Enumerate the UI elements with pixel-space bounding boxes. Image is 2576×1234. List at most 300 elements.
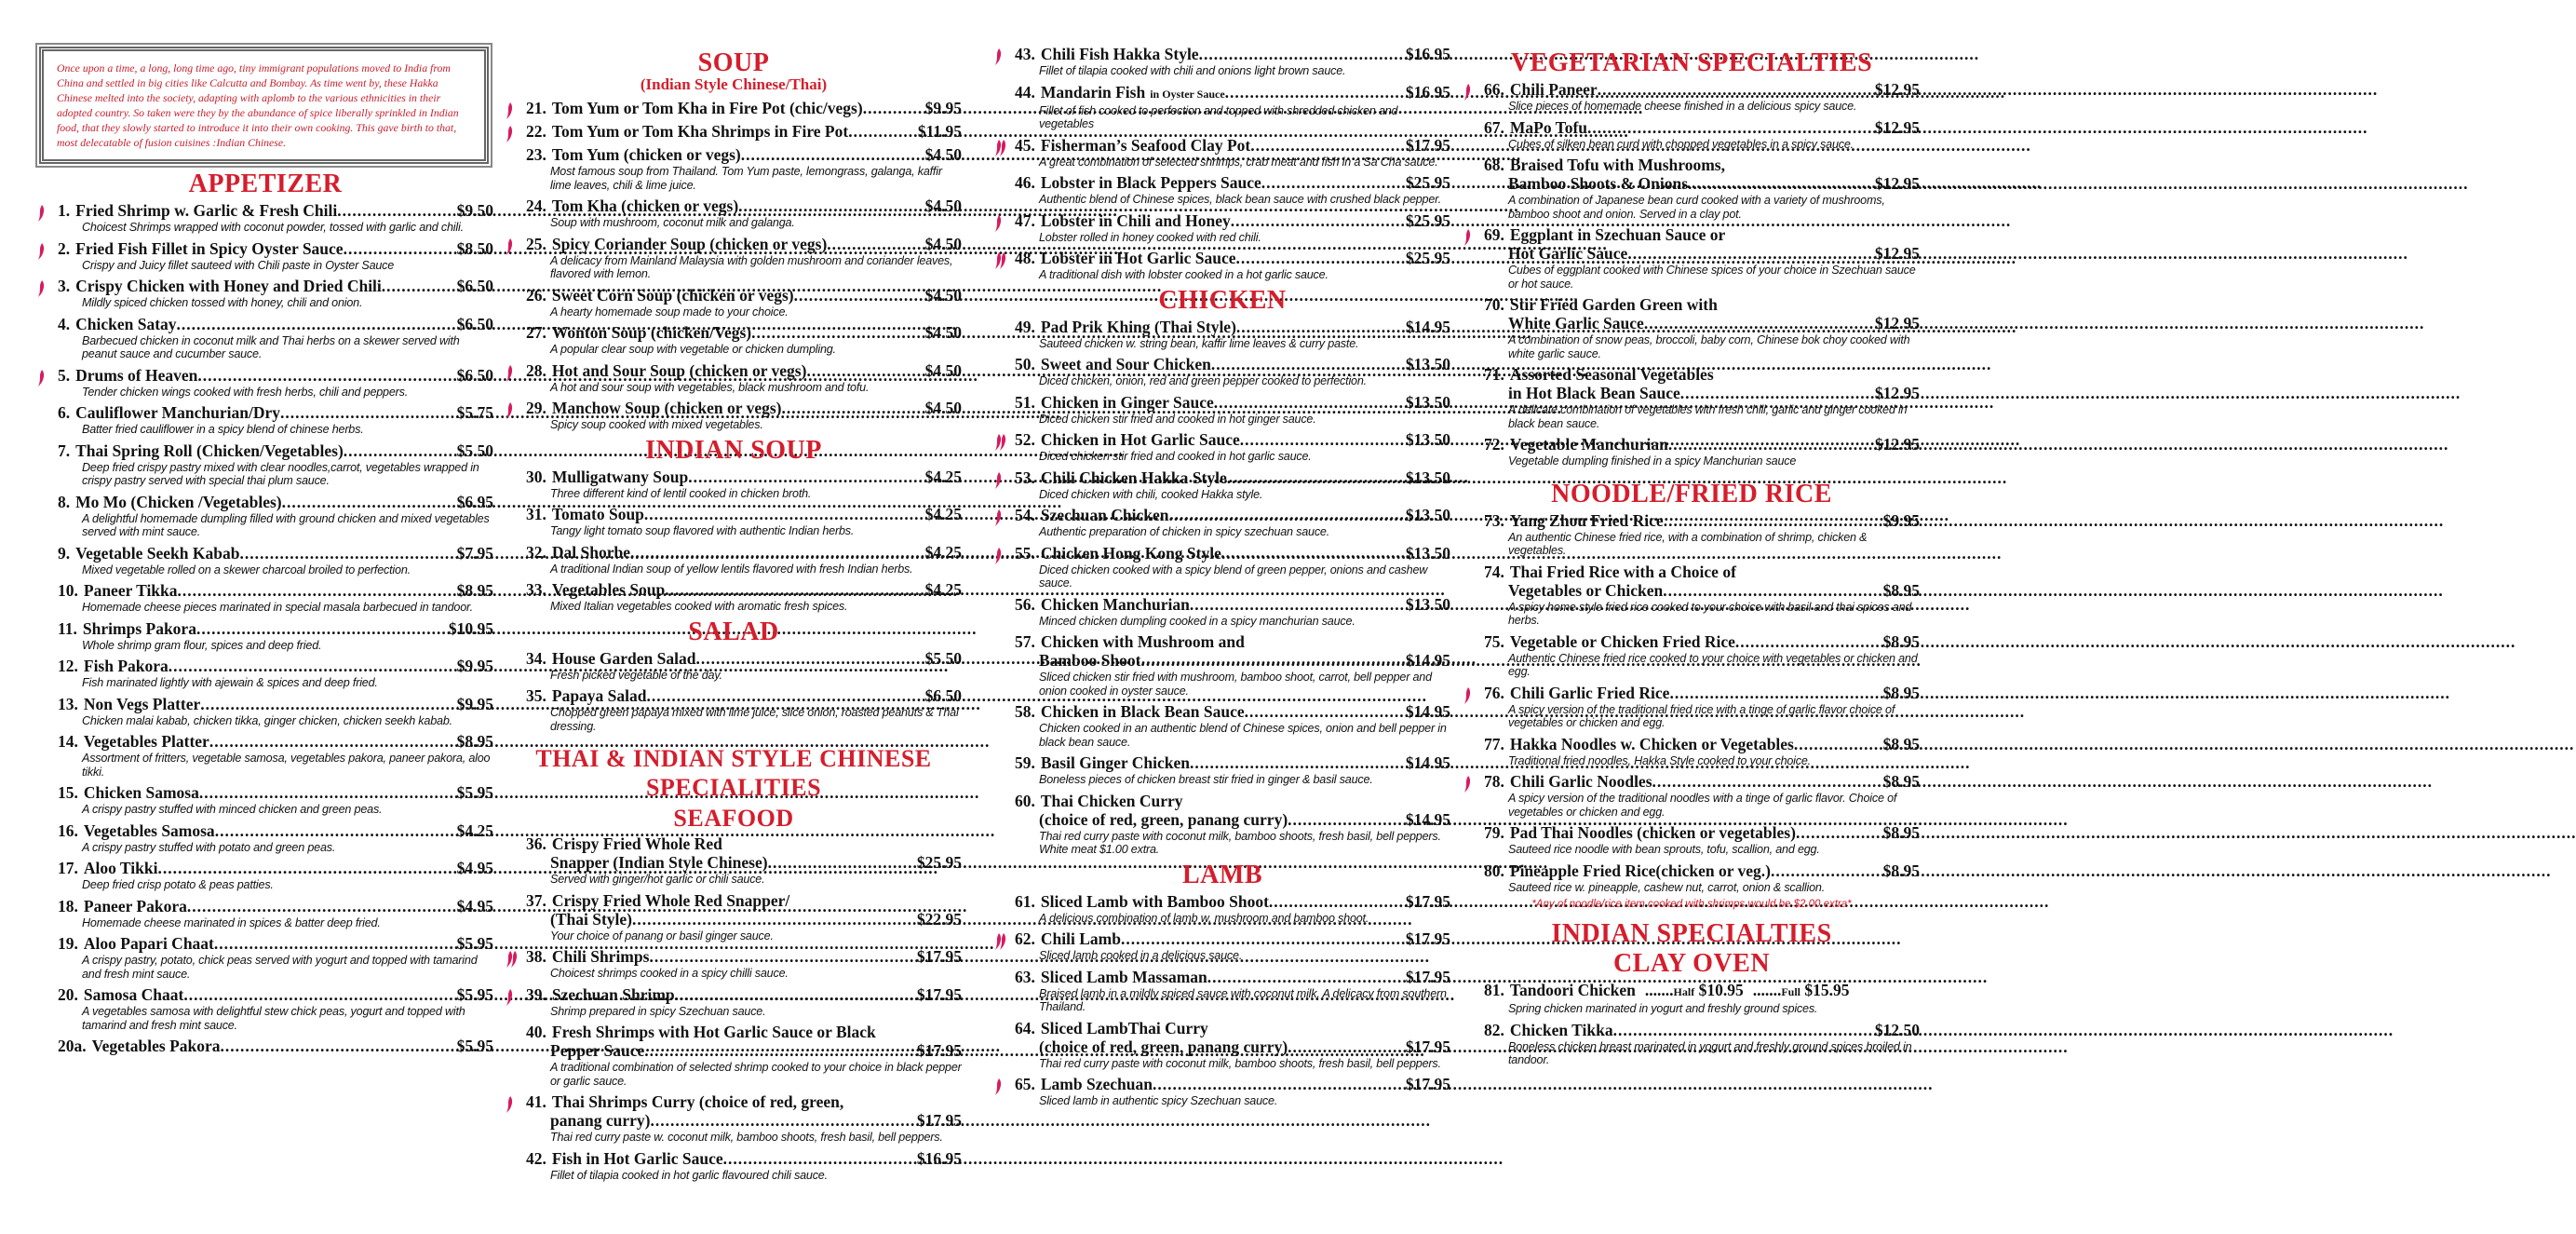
item-line bbox=[1484, 80, 1920, 99]
item-price: $4.50 bbox=[924, 323, 962, 342]
menu-item bbox=[37, 859, 493, 892]
item-description: A traditional Indian soup of yellow lentils flavored with fresh Indian herbs. bbox=[550, 562, 913, 576]
item-price: $17.95 bbox=[1405, 929, 1450, 948]
leader-dots bbox=[1288, 1037, 1406, 1056]
menu-item bbox=[37, 366, 493, 400]
item-description: Thai red curry paste with coconut milk, bamboo shoots, fresh basil, bell peppers. White meat $1.00 extra. bbox=[1039, 829, 1441, 856]
item-line bbox=[1484, 772, 1920, 791]
menu-item bbox=[994, 430, 1450, 464]
item-price: $4.50 bbox=[924, 360, 962, 380]
item-number: 79. bbox=[1484, 823, 1504, 842]
menu-item bbox=[994, 753, 1450, 787]
item-description: Boneless chicken breast marinated in yogurt and freshly ground spices broiled in tandoor. bbox=[1508, 1039, 1912, 1066]
item-name: Hot and Sour Soup (chicken or vegs) bbox=[551, 360, 807, 380]
item-name: Sweet and Sour Chicken bbox=[1040, 355, 1211, 373]
menu-item bbox=[37, 732, 493, 779]
menu-item bbox=[37, 493, 493, 539]
item-number: 66. bbox=[1484, 80, 1504, 99]
chili-pepper-icon bbox=[506, 102, 520, 120]
chili-pepper-icon bbox=[994, 547, 1009, 565]
item-description: A delightful homemade dumpling filled with ground chicken and mixed vegetables served with mint sauce. bbox=[82, 511, 490, 538]
item-description: Mildly spiced chicken tossed with honey, chili and onion. bbox=[82, 296, 363, 309]
item-number: 8. bbox=[58, 492, 71, 511]
menu-item bbox=[506, 399, 962, 432]
appetizer-title: APPETIZER bbox=[188, 170, 343, 198]
item-name: Pineapple Fried Rice(chicken or veg.) bbox=[1509, 861, 1771, 880]
item-number: 1. bbox=[58, 201, 71, 220]
item-description: Minced chicken dumpling cooked in a spicy manchurian sauce. bbox=[1039, 614, 1355, 628]
menu-item bbox=[506, 145, 962, 192]
item-name: Szechuan Chicken bbox=[1040, 506, 1169, 524]
item-description: Barbecued chicken in coconut milk and Thai herbs on a skewer served with peanut sauce and cucumber sauce. bbox=[82, 333, 460, 360]
soup-list bbox=[506, 99, 962, 432]
item-description: A combination of Japanese bean curd cooked with a variety of mushrooms, bamboo shoot and onion. Served in a clay pot. bbox=[1508, 194, 1885, 221]
menu-item bbox=[1463, 772, 1920, 819]
chili-pepper-icon bbox=[994, 1078, 1009, 1096]
item-description: Fillet of fish cooked to perfection and topped with shredded chicken and vegetables bbox=[1039, 103, 1398, 130]
item-line bbox=[1015, 211, 1450, 230]
item-number: 60. bbox=[1015, 791, 1035, 810]
item-line bbox=[1484, 118, 1920, 137]
item-line bbox=[58, 821, 493, 840]
leader-dots bbox=[282, 493, 457, 511]
item-number: 82. bbox=[1484, 1020, 1504, 1039]
leader-dots bbox=[1269, 892, 1406, 911]
item-description: Lobster rolled in honey cooked with red chili. bbox=[1039, 230, 1261, 244]
item-description: Mixed Italian vegetables cooked with aromatic fresh spices. bbox=[550, 600, 848, 613]
menu-item bbox=[1463, 1021, 1920, 1067]
menu-item bbox=[1463, 684, 1920, 730]
leader-dots bbox=[1221, 544, 1406, 563]
leader-dots bbox=[794, 286, 925, 305]
menu-item bbox=[506, 99, 962, 117]
item-line bbox=[1015, 929, 1450, 948]
item-description: A delicious combination of lamb w. mushroom and bamboo shoot. bbox=[1039, 911, 1369, 925]
item-price: $5.95 bbox=[456, 934, 493, 953]
item-line bbox=[526, 122, 962, 141]
item-number: 7. bbox=[58, 441, 71, 460]
leader-dots bbox=[1211, 355, 1406, 373]
item-number: 29. bbox=[526, 399, 546, 417]
chili-pepper-icon bbox=[1463, 83, 1478, 102]
menu-item bbox=[1463, 563, 1920, 628]
item-description: Diced chicken stir fried and cooked in hot garlic sauce. bbox=[1039, 450, 1312, 463]
noodle-title: NOODLE/FRIED RICE bbox=[1551, 479, 1832, 509]
item-name: Vegetables Platter bbox=[83, 732, 209, 751]
menu-item bbox=[506, 543, 962, 576]
item-price: $25.95 bbox=[916, 853, 962, 872]
menu-item bbox=[506, 122, 962, 141]
item-line bbox=[526, 834, 962, 853]
item-price: $12.95 bbox=[1874, 174, 1920, 193]
item-name: Non Vegs Platter bbox=[83, 694, 201, 713]
item-name: Vegetables Pakora bbox=[91, 1037, 221, 1055]
story-box bbox=[39, 47, 489, 164]
item-description: Sliced lamb cooked in a delicious sauce. bbox=[1039, 949, 1243, 962]
item-description: A delicate combination of vegetables with fresh chili, garlic and ginger cooked in black bean sauce. bbox=[1508, 403, 1908, 430]
item-price: $12.95 bbox=[1874, 117, 1920, 137]
item-description: Most famous soup from Thailand. Tom Yum paste, lemongrass, galanga, kaffir lime leaves, chili & lime juice. bbox=[550, 165, 942, 192]
item-description: Batter fried cauliflower in a spicy blend of chinese herbs. bbox=[82, 423, 364, 436]
item-line bbox=[526, 580, 962, 599]
item-line bbox=[526, 361, 962, 380]
leader-dots bbox=[650, 1111, 916, 1130]
indian-soup-list bbox=[506, 468, 962, 614]
menu-item bbox=[994, 968, 1450, 1014]
item-number: 10. bbox=[58, 581, 78, 600]
chili-pepper-icon bbox=[506, 237, 520, 256]
item-description: Three different kind of lentil cooked in chicken broth. bbox=[550, 486, 812, 500]
menu-item bbox=[506, 649, 962, 683]
noodle-note: *Any of noodle/rice item cooked with shrimps would be $2.00 extra* bbox=[1531, 899, 1852, 910]
item-number: 37. bbox=[526, 890, 546, 910]
leader-dots bbox=[1199, 45, 1406, 63]
item-price: $13.50 bbox=[1405, 506, 1450, 524]
item-description: Served with ginger/hot garlic or chili sauce. bbox=[550, 873, 765, 886]
item-line bbox=[58, 441, 493, 460]
item-number: 25. bbox=[526, 234, 546, 253]
item-name: Crispy Chicken with Honey and Dried Chili bbox=[75, 277, 382, 295]
item-line bbox=[1015, 249, 1450, 267]
item-name: Vegetables Samosa bbox=[83, 820, 215, 840]
menu-item bbox=[1463, 735, 1920, 768]
item-number: 56. bbox=[1015, 594, 1035, 614]
leader-dots bbox=[1771, 861, 1883, 880]
item-description: Thai red curry paste with coconut milk, bamboo shoots, fresh basil, bell peppers. bbox=[1039, 1056, 1441, 1070]
chili-pepper-icon bbox=[37, 204, 52, 223]
leader-dots bbox=[688, 468, 924, 486]
leader-dots bbox=[209, 732, 457, 751]
item-name-continued: Snapper (Indian Style Chinese) bbox=[550, 853, 768, 872]
item-line bbox=[58, 859, 493, 877]
item-price: $9.95 bbox=[1882, 510, 1920, 530]
menu-item bbox=[37, 544, 493, 577]
item-name: Chili Garlic Fried Rice bbox=[1509, 683, 1670, 702]
noodle-list bbox=[1463, 511, 1920, 895]
menu-item bbox=[1463, 981, 1920, 1016]
chicken-list bbox=[994, 318, 1450, 857]
item-line-2 bbox=[1484, 384, 1920, 402]
item-name-continued: (Thai Style) bbox=[550, 909, 632, 929]
item-line bbox=[58, 581, 493, 600]
item-line bbox=[526, 947, 962, 966]
item-number: 2. bbox=[58, 238, 71, 258]
chili-pepper-icon bbox=[506, 125, 520, 143]
chili-pepper-icon bbox=[994, 139, 1009, 157]
menu-item bbox=[37, 1037, 493, 1055]
item-name: Vegetable or Chicken Fried Rice bbox=[1509, 631, 1735, 651]
item-description: Deep fried crisp potato & peas patties. bbox=[82, 878, 274, 891]
leader-dots bbox=[177, 315, 457, 333]
item-name-continued: Vegetables or Chicken bbox=[1508, 580, 1664, 600]
item-name: Paneer Tikka bbox=[83, 581, 178, 600]
item-number: 18. bbox=[58, 896, 78, 915]
lamb-title: LAMB bbox=[1182, 860, 1262, 889]
menu-item bbox=[506, 1023, 962, 1088]
item-line bbox=[526, 505, 962, 523]
item-description: A crispy pastry stuffed with potato and green peas. bbox=[82, 840, 336, 854]
item-name: Drums of Heaven bbox=[75, 365, 198, 385]
menu-item bbox=[37, 934, 493, 981]
indian-soup-title: INDIAN SOUP bbox=[645, 435, 822, 465]
item-line bbox=[1484, 511, 1920, 530]
leader-dots bbox=[1240, 430, 1406, 449]
seafood-list-b bbox=[994, 45, 1450, 282]
item-description: Your choice of panang or basil ginger sauce. bbox=[550, 929, 774, 942]
item-price: $8.95 bbox=[1882, 683, 1920, 702]
menu-item bbox=[994, 83, 1450, 131]
item-line bbox=[526, 286, 962, 305]
menu-item bbox=[37, 581, 493, 615]
item-number: 42. bbox=[526, 1148, 546, 1168]
menu-item bbox=[37, 657, 493, 690]
item-price: $14.95 bbox=[1405, 651, 1450, 670]
chili-pepper-icon bbox=[506, 401, 520, 420]
item-name: Sweet Corn Soup (chicken or vegs) bbox=[551, 285, 794, 305]
item-number: 19. bbox=[58, 934, 78, 953]
item-name-continued: White Garlic Sauce bbox=[1508, 314, 1644, 332]
item-name: Sliced Lamb Massaman bbox=[1040, 967, 1207, 986]
item-line bbox=[58, 403, 493, 422]
leader-dots bbox=[1225, 83, 1406, 102]
item-price: $25.95 bbox=[1405, 210, 1450, 230]
item-name: Assorted Seasonal Vegetables bbox=[1509, 365, 1714, 384]
menu-item bbox=[506, 505, 962, 538]
item-description: Vegetable dumpling finished in a spicy Manchurian sauce bbox=[1508, 454, 1797, 468]
item-name: Lobster in Black Peppers Sauce bbox=[1040, 173, 1261, 192]
item-line bbox=[58, 315, 493, 333]
item-name: Thai Shrimps Curry (choice of red, green, bbox=[551, 1092, 844, 1111]
item-line bbox=[1015, 468, 1450, 487]
item-price: $4.25 bbox=[924, 467, 962, 486]
item-line: 81. Tandoori Chicken ....... Half $10.95 ....... Full $15.95 bbox=[1484, 981, 1850, 999]
leader-dots bbox=[1231, 211, 1406, 230]
item-price: $4.25 bbox=[924, 580, 962, 599]
item-number: 76. bbox=[1484, 683, 1504, 702]
item-description: Choicest Shrimps wrapped with coconut powder, tossed with garlic and chili. bbox=[82, 221, 464, 234]
menu-item bbox=[37, 619, 493, 653]
menu-item bbox=[1463, 156, 1920, 221]
item-price: $4.95 bbox=[456, 859, 493, 877]
leader-dots bbox=[197, 366, 456, 385]
item-description: Chicken malai kabab, chicken tikka, ginger chicken, chicken seekh kabab. bbox=[82, 713, 452, 727]
chili-pepper-icon bbox=[1463, 228, 1478, 247]
item-line bbox=[1015, 792, 1450, 810]
chili-pepper-icon bbox=[994, 47, 1009, 66]
item-number: 33. bbox=[526, 580, 546, 599]
menu-item bbox=[506, 235, 962, 281]
item-line bbox=[58, 277, 493, 295]
leader-dots bbox=[1668, 435, 1875, 454]
item-name: Chicken Manchurian bbox=[1040, 594, 1190, 614]
leader-dots bbox=[200, 695, 456, 713]
item-description: Spicy soup cooked with mixed vegetables. bbox=[550, 418, 763, 431]
item-number: 62. bbox=[1015, 929, 1035, 948]
item-number: 35. bbox=[526, 686, 546, 705]
item-line-2 bbox=[526, 1111, 962, 1130]
item-line bbox=[526, 399, 962, 417]
leader-dots bbox=[1261, 173, 1406, 192]
item-number: 70. bbox=[1484, 295, 1504, 314]
item-price: $9.50 bbox=[456, 201, 493, 220]
item-description: Fillet of tilapia cooked with chili and onions light brown sauce. bbox=[1039, 64, 1346, 77]
item-price: $10.95 bbox=[448, 618, 493, 638]
item-description: Soup with mushroom, coconut milk and galanga. bbox=[550, 216, 795, 229]
leader-dots bbox=[239, 544, 456, 563]
item-line bbox=[526, 649, 962, 668]
item-description: Deep fried crispy pastry mixed with clear noodles,carrot, vegetables wrapped in crispy pastry served with special thai plum sauce. bbox=[82, 460, 479, 487]
menu-item bbox=[506, 985, 962, 1019]
item-price: $6.50 bbox=[924, 686, 962, 705]
item-line bbox=[1484, 823, 1920, 842]
item-line bbox=[1484, 435, 1920, 454]
item-price: $4.50 bbox=[924, 145, 962, 164]
leader-dots bbox=[196, 619, 449, 638]
item-name: Chicken in Ginger Sauce bbox=[1040, 392, 1214, 412]
leader-dots bbox=[1227, 468, 1406, 487]
thai-indian-title-1: THAI & INDIAN STYLE CHINESE bbox=[535, 745, 932, 772]
item-line-2 bbox=[1484, 314, 1920, 332]
item-number: 78. bbox=[1484, 772, 1504, 791]
item-description: Homemade cheese marinated in spices & batter deep fried. bbox=[82, 915, 381, 929]
item-description: Mixed vegetable rolled on a skewer charcoal broiled to perfection. bbox=[82, 563, 411, 576]
item-price: $4.50 bbox=[924, 234, 962, 253]
menu-item bbox=[1463, 823, 1920, 857]
item-price: $12.95 bbox=[1874, 314, 1920, 332]
item-number: 81. bbox=[1484, 981, 1504, 999]
item-price: $4.50 bbox=[924, 399, 962, 417]
item-name: Aloo Papari Chaat bbox=[83, 934, 214, 953]
item-price: $6.50 bbox=[456, 277, 493, 295]
leader-dots bbox=[644, 1041, 917, 1060]
item-price: $6.95 bbox=[456, 492, 493, 511]
item-line bbox=[526, 145, 962, 164]
chili-pepper-icon bbox=[994, 471, 1009, 490]
item-number: 75. bbox=[1484, 631, 1504, 651]
item-name: Crispy Fried Whole Red bbox=[551, 834, 722, 853]
leader-dots bbox=[1250, 136, 1406, 155]
item-description: An authentic Chinese fried rice, with a combination of shrimp, chicken & vegetables. bbox=[1508, 530, 1868, 557]
menu-item bbox=[1463, 511, 1920, 558]
item-line-2 bbox=[526, 853, 962, 872]
item-number: 17. bbox=[58, 859, 78, 877]
menu-item bbox=[1463, 632, 1920, 679]
item-price: $8.50 bbox=[456, 238, 493, 258]
item-line-2 bbox=[1015, 810, 1450, 829]
item-line-2 bbox=[1015, 651, 1450, 670]
item-name: Spicy Coriander Soup (chicken or vegs) bbox=[551, 234, 828, 253]
item-description: Fresh picked vegetable of the day. bbox=[550, 668, 722, 682]
soup-subtitle: (Indian Style Chinese/Thai) bbox=[640, 75, 828, 93]
item-line bbox=[526, 1149, 962, 1168]
item-number: 55. bbox=[1015, 543, 1035, 563]
item-description: Tangy light tomato soup flavored with authentic Indian herbs. bbox=[550, 524, 855, 537]
item-number: 73. bbox=[1484, 510, 1504, 530]
item-description: Braised lamb in a mildly spiced sauce with coconut milk. A delicacy from southern Thailand. bbox=[1039, 986, 1447, 1013]
item-description: Sauteed rice w. pineapple, cashew nut, carrot, onion & scallion. bbox=[1508, 880, 1826, 894]
item-price: $8.95 bbox=[1882, 823, 1920, 842]
chili-pepper-icon bbox=[37, 242, 52, 261]
item-line bbox=[58, 493, 493, 511]
item-number: 64. bbox=[1015, 1018, 1035, 1037]
item-number: 36. bbox=[526, 834, 546, 853]
menu-item bbox=[506, 947, 962, 981]
leader-dots bbox=[215, 821, 457, 840]
item-line bbox=[526, 1092, 962, 1111]
item-price: $12.95 bbox=[1874, 435, 1920, 454]
item-line bbox=[58, 695, 493, 713]
leader-dots bbox=[1735, 632, 1883, 651]
item-line bbox=[1015, 173, 1450, 192]
item-line bbox=[526, 99, 962, 117]
item-price: $14.95 bbox=[1405, 753, 1450, 772]
item-number: 77. bbox=[1484, 734, 1504, 753]
item-price: $14.95 bbox=[1405, 317, 1450, 336]
item-number: 53. bbox=[1015, 468, 1035, 487]
item-line-2 bbox=[526, 1041, 962, 1060]
leader-dots bbox=[1644, 314, 1875, 332]
chili-pepper-icon bbox=[994, 251, 1009, 270]
leader-dots bbox=[630, 543, 925, 562]
menu-item bbox=[37, 239, 493, 273]
salad-title: SALAD bbox=[688, 617, 779, 646]
chili-pepper-icon bbox=[506, 364, 520, 383]
item-price: $16.95 bbox=[1405, 82, 1450, 102]
item-number: 24. bbox=[526, 197, 546, 215]
item-number: 49. bbox=[1015, 317, 1035, 336]
item-number: 11. bbox=[58, 618, 77, 638]
item-number: 3. bbox=[58, 277, 71, 295]
chili-pepper-icon bbox=[1463, 775, 1478, 793]
item-name: Tom Yum (chicken or vegs) bbox=[551, 145, 741, 164]
item-description: A vegetables samosa with delightful stew chick peas, yogurt and topped with tamarind and fresh mint sauce. bbox=[82, 1005, 465, 1032]
item-line bbox=[58, 783, 493, 802]
item-name: Mo Mo (Chicken /Vegetables) bbox=[75, 492, 282, 511]
menu-item bbox=[994, 632, 1450, 698]
menu-item bbox=[37, 277, 493, 310]
item-name: Sliced LambThai Curry bbox=[1040, 1018, 1208, 1037]
item-line bbox=[58, 732, 493, 751]
item-name-suffix: in Oyster Sauce bbox=[1150, 87, 1225, 101]
item-description: A spicy version of the traditional fried rice with a tinge of garlic flavor choice of vegetables or chicken and egg. bbox=[1508, 702, 1895, 729]
leader-dots bbox=[738, 197, 924, 215]
item-description: A crispy pastry, potato, chick peas served with yogurt and topped with tamarind and fresh mint sauce. bbox=[82, 954, 478, 981]
leader-dots bbox=[221, 1037, 457, 1055]
menu-item bbox=[37, 821, 493, 855]
item-name: Manchow Soup (chicken or vegs) bbox=[551, 399, 782, 417]
full-label: Full bbox=[1781, 985, 1801, 998]
item-description: Slice pieces of homemade cheese finished in a delicious spicy sauce. bbox=[1508, 100, 1857, 113]
menu-item bbox=[1463, 118, 1920, 152]
menu-item bbox=[37, 897, 493, 930]
menu-item bbox=[37, 441, 493, 488]
item-name: Fried Shrimp w. Garlic & Fresh Chili bbox=[75, 201, 338, 220]
item-price: $17.95 bbox=[916, 1111, 962, 1130]
menu-item bbox=[994, 318, 1450, 351]
item-price: $5.75 bbox=[456, 403, 493, 422]
leader-dots bbox=[169, 657, 457, 675]
item-price: $4.25 bbox=[456, 820, 493, 840]
story-text: Once upon a time, a long, long time ago, tiny immigrant populations moved to India from China and settled in big cities like Calcutta and Bombay. As time went by, these Hakka Chinese melted into the society, adapting with aplomb to the various ethnicities in their adopted country. So taken were they by the abundance of spice liberally sprinkled in Indian food, that they slowly started to introduce it into their own cooking. This gave birth to that, most delecatable of fusion cuisines :Indian Chinese. bbox=[57, 61, 459, 149]
item-price: $8.95 bbox=[1882, 631, 1920, 651]
item-name: Dal Shorbe bbox=[551, 542, 630, 562]
item-name: Fisherman’s Seafood Clay Pot bbox=[1040, 135, 1251, 155]
item-price: $17.95 bbox=[1405, 1037, 1450, 1056]
item-line bbox=[58, 897, 493, 915]
item-description: A spicy version of the traditional noodles with a tinge of garlic flavor. Choice of vegetables or chicken and egg. bbox=[1508, 792, 1897, 819]
item-description: A crispy pastry stuffed with minced chicken and green peas. bbox=[82, 803, 383, 816]
item-name-continued: in Hot Black Bean Sauce bbox=[1508, 384, 1680, 402]
